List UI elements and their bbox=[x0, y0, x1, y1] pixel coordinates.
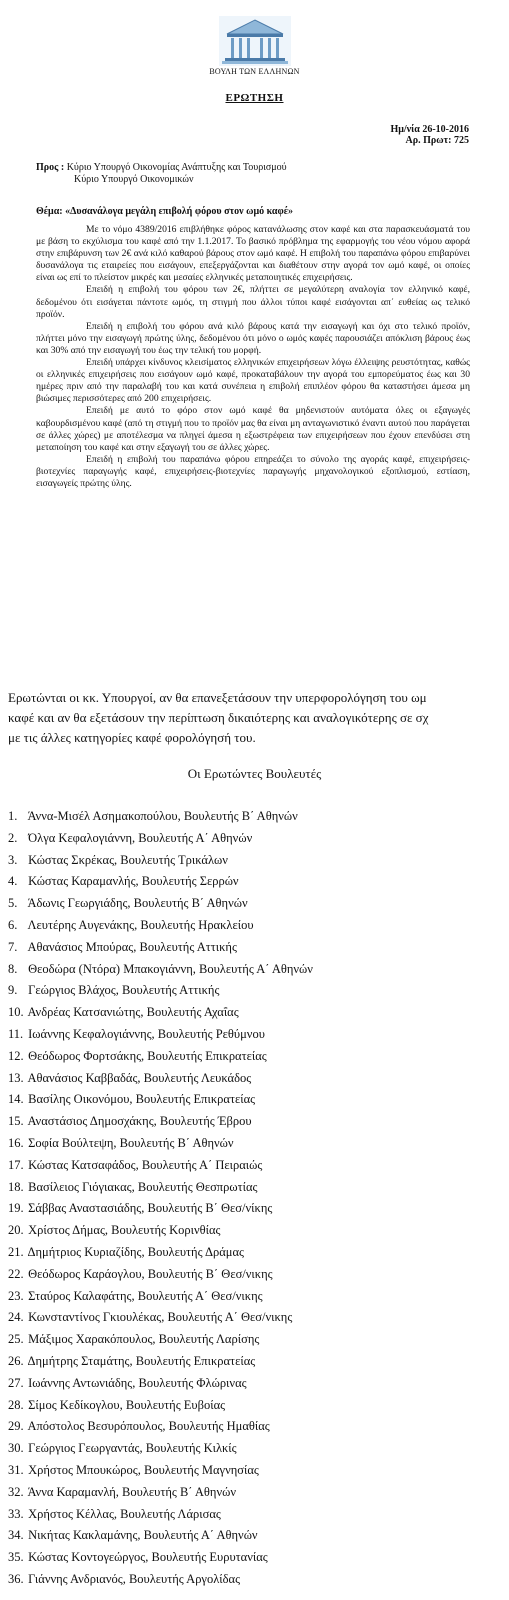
signer-number: 30. bbox=[8, 1441, 24, 1456]
signer-name: Σταύρος Καλαφάτης, Βουλευτής Α΄ Θεσ/νικης bbox=[28, 1288, 263, 1303]
question-line: Ερωτώνται οι κκ. Υπουργοί, αν θα επανεξετάσουν την υπερφορολόγηση του ωμ bbox=[8, 690, 427, 705]
parliament-building-icon bbox=[219, 16, 291, 66]
signer-item bbox=[8, 1482, 313, 1504]
signer-item bbox=[8, 1569, 313, 1591]
signer-number: 14. bbox=[8, 1092, 24, 1107]
signer-name: Κώστας Σκρέκας, Βουλευτής Τρικάλων bbox=[28, 852, 228, 867]
signer-number: 13. bbox=[8, 1070, 24, 1085]
signer-name: Σοφία Βούλτεψη, Βουλευτής Β΄ Αθηνών bbox=[28, 1135, 234, 1150]
body-paragraph: Επειδή η επιβολή του φόρου ανά κιλό βάρους κατά την εισαγωγή και όχι στο τελικό προϊόν, πλήττει μόνο την εισαγωγή πρώτης ύλης, δεδομένου ότι μόνο ο ωμός καφές παρουσιάζει απόκλιση βάρους έως και 30% από την εισαγωγή του έως την τελική του μορφή. bbox=[36, 320, 470, 356]
signer-item bbox=[8, 1155, 313, 1177]
signer-name: Δημήτρης Σταμάτης, Βουλευτής Επικρατείας bbox=[27, 1353, 256, 1368]
signer-item bbox=[8, 1242, 313, 1264]
signer-number: 7. bbox=[8, 939, 18, 954]
signers-list bbox=[8, 806, 313, 1591]
signer-item bbox=[8, 1416, 313, 1438]
signer-number: 35. bbox=[8, 1550, 24, 1565]
signer-name: Όλγα Κεφαλογιάννη, Βουλευτής Α΄ Αθηνών bbox=[28, 830, 253, 845]
signer-item bbox=[8, 1198, 313, 1220]
signer-number: 24. bbox=[8, 1310, 24, 1325]
body-paragraph: Επειδή η επιβολή του φόρου των 2€, πλήττει σε μεγαλύτερη αναλογία τον ελληνικό καφέ, δεδομένου ότι εισάγεται πάντοτε ωμός, τη στιγμή που άλλοι τύποι καφέ εισάγονται απ΄ ευθείας ως τελικό προϊόν. bbox=[36, 284, 470, 320]
signer-name: Βασίλης Οικονόμου, Βουλευτής Επικρατείας bbox=[28, 1092, 256, 1107]
signer-item bbox=[8, 1329, 313, 1351]
signer-number: 32. bbox=[8, 1484, 24, 1499]
signer-item bbox=[8, 850, 313, 872]
signer-number: 16. bbox=[8, 1135, 24, 1150]
signer-name: Κωνσταντίνος Γκιουλέκας, Βουλευτής Α΄ Θεσ/νικης bbox=[28, 1310, 293, 1325]
signer-number: 9. bbox=[8, 983, 18, 998]
signer-number: 22. bbox=[8, 1266, 24, 1281]
signer-number: 18. bbox=[8, 1179, 24, 1194]
question-body bbox=[36, 224, 470, 490]
signer-name: Λευτέρης Αυγενάκης, Βουλευτής Ηρακλείου bbox=[27, 917, 254, 932]
signer-name: Αναστάσιος Δημοσχάκης, Βουλευτής Έβρου bbox=[27, 1114, 252, 1129]
signer-item bbox=[8, 1351, 313, 1373]
signer-number: 27. bbox=[8, 1375, 24, 1390]
signer-item bbox=[8, 1547, 313, 1569]
signer-number: 34. bbox=[8, 1528, 24, 1543]
signer-name: Μάξιμος Χαρακόπουλος, Βουλευτής Λαρίσης bbox=[28, 1332, 260, 1347]
question-line: καφέ και αν θα εξετάσουν την περίπτωση δικαιότερης και αναλογικότερης σε σχ bbox=[8, 710, 429, 725]
signer-number: 5. bbox=[8, 896, 18, 911]
signer-number: 4. bbox=[8, 874, 18, 889]
signer-number: 12. bbox=[8, 1048, 24, 1063]
signer-number: 28. bbox=[8, 1397, 24, 1412]
signer-item bbox=[8, 1525, 313, 1547]
signer-item bbox=[8, 1504, 313, 1526]
date-line: Ημ/νία 26-10-2016 bbox=[390, 124, 469, 135]
signer-number: 8. bbox=[8, 961, 18, 976]
signer-name: Ιωάννης Αντωνιάδης, Βουλευτής Φλώρινας bbox=[28, 1375, 247, 1390]
signer-number: 23. bbox=[8, 1288, 24, 1303]
signer-name: Άννα Καραμανλή, Βουλευτής Β΄ Αθηνών bbox=[27, 1484, 236, 1499]
signer-name: Δημήτριος Κυριαζίδης, Βουλευτής Δράμας bbox=[27, 1244, 244, 1259]
signer-number: 2. bbox=[8, 830, 18, 845]
signer-name: Χρήστος Κέλλας, Βουλευτής Λάρισας bbox=[28, 1506, 221, 1521]
signer-name: Ανδρέας Κατσανιώτης, Βουλευτής Αχαΐας bbox=[27, 1005, 239, 1020]
signer-number: 31. bbox=[8, 1462, 24, 1477]
signer-item bbox=[8, 828, 313, 850]
signer-number: 10. bbox=[8, 1005, 24, 1020]
signer-item bbox=[8, 1460, 313, 1482]
signer-number: 20. bbox=[8, 1223, 24, 1238]
question-line: με τις άλλες κατηγορίες καφέ φορολόγησή του. bbox=[8, 730, 256, 745]
signer-number: 15. bbox=[8, 1114, 24, 1129]
signer-name: Χρίστος Δήμας, Βουλευτής Κορινθίας bbox=[28, 1223, 221, 1238]
signer-name: Κώστας Κατσαφάδος, Βουλευτής Α΄ Πειραιώς bbox=[28, 1157, 263, 1172]
subject-line: Θέμα: «Δυσανάλογα μεγάλη επιβολή φόρου στον ωμό καφέ» bbox=[36, 206, 293, 217]
question-text bbox=[8, 688, 509, 748]
signer-item bbox=[8, 1438, 313, 1460]
signer-name: Αθανάσιος Καββαδάς, Βουλευτής Λευκάδος bbox=[27, 1070, 252, 1085]
signer-item bbox=[8, 1395, 313, 1417]
signer-number: 25. bbox=[8, 1332, 24, 1347]
recipients-label: Προς : bbox=[36, 162, 65, 173]
signer-item bbox=[8, 871, 313, 893]
signer-name: Ιωάννης Κεφαλογιάννης, Βουλευτής Ρεθύμνου bbox=[28, 1026, 265, 1041]
body-paragraph: Επειδή με αυτό το φόρο στον ωμό καφέ θα μηδενιστούν αυτόματα όλες οι εξαγωγές καβουρδισμένου καφέ (από τη στιγμή που το προϊόν μας θα είναι μη ανταγωνιστικό έναντι αυτού που παράγεται σε άλλες χώρες) με αποτέλεσμα να πληγεί άμεσα η εξωστρέφεια των επιχειρήσεων που έχουν επενδύσει στη μεταποίηση του καφέ και στην εξαγωγή του σε άλλες χώρες. bbox=[36, 405, 471, 453]
signer-item bbox=[8, 893, 313, 915]
signer-number: 33. bbox=[8, 1506, 24, 1521]
signer-name: Κώστας Κοντογεώργος, Βουλευτής Ευρυτανίας bbox=[28, 1550, 268, 1565]
signer-item bbox=[8, 1307, 313, 1329]
signer-item bbox=[8, 1024, 313, 1046]
signer-number: 26. bbox=[8, 1353, 24, 1368]
signer-item bbox=[8, 1133, 313, 1155]
document-type: ΕΡΩΤΗΣΗ bbox=[225, 92, 284, 104]
signer-item bbox=[8, 1046, 313, 1068]
signer-item bbox=[8, 1286, 313, 1308]
signer-name: Γεώργιος Βλάχος, Βουλευτής Αττικής bbox=[28, 983, 220, 998]
signer-number: 29. bbox=[8, 1419, 24, 1434]
signer-number: 17. bbox=[8, 1157, 24, 1172]
signer-name: Άδωνις Γεωργιάδης, Βουλευτής Β΄ Αθηνών bbox=[27, 896, 248, 911]
body-paragraph: Επειδή η επιβολή του παραπάνω φόρου επηρεάζει το σύνολο της αγοράς καφέ, επιχειρήσεις-βιοτεχνίες παραγωγής καφέ, επιχειρήσεις-βιοτεχνίες παραγωγής μηχανολογικού εξοπλισμού, εστίαση, εισαγωγείς πρώτης ύλης. bbox=[36, 453, 470, 489]
signer-number: 36. bbox=[8, 1571, 24, 1586]
signer-number: 6. bbox=[8, 917, 18, 932]
signer-name: Βασίλειος Γιόγιακας, Βουλευτής Θεσπρωτίας bbox=[28, 1179, 258, 1194]
signer-number: 19. bbox=[8, 1201, 24, 1216]
signer-item bbox=[8, 1002, 313, 1024]
signer-name: Γεώργιος Γεωργαντάς, Βουλευτής Κιλκίς bbox=[28, 1441, 237, 1456]
signer-item bbox=[8, 1373, 313, 1395]
recipient-line: Κύριο Υπουργό Οικονομίας Ανάπτυξης και Τουρισμού bbox=[66, 162, 287, 173]
body-paragraph: Με το νόμο 4389/2016 επιβλήθηκε φόρος κατανάλωσης στον καφέ και στα παρασκευάσματά του με βάση το εκχύλισμα του καφέ από την 1.1.2017. Το βασικό πρόβλημα της εφαρμογής του νέου νόμου αφορά στην επιβάρυνση των 2€ ανά κιλό καθαρού βάρους στον ωμό καφέ. Η επιβολή του παραπάνω φόρου επιβαρύνει δυσανάλογα τις εταιρείες που εισάγουν, επεξεργάζονται και διαθέτουν στην αγορά τον ωμό καφέ, οι οποίες είναι ως επί το πλείστον μικρές και μεσαίες ελληνικές μεταποιητικές επιχειρήσεις. bbox=[36, 224, 470, 284]
document-title bbox=[0, 92, 509, 104]
signer-name: Θεόδωρος Καράογλου, Βουλευτής Β΄ Θεσ/νικης bbox=[28, 1266, 273, 1281]
signer-item bbox=[8, 1111, 313, 1133]
signer-name: Σίμος Κεδίκογλου, Βουλευτής Ευβοίας bbox=[28, 1397, 226, 1412]
signer-item bbox=[8, 1089, 313, 1111]
signer-item bbox=[8, 806, 313, 828]
signer-item bbox=[8, 980, 313, 1002]
signer-name: Κώστας Καραμανλής, Βουλευτής Σερρών bbox=[28, 874, 239, 889]
signer-item bbox=[8, 959, 313, 981]
signer-number: 1. bbox=[8, 809, 18, 823]
signer-name: Θεόδωρος Φορτσάκης, Βουλευτής Επικρατείας bbox=[28, 1048, 267, 1063]
signer-item bbox=[8, 1068, 313, 1090]
signer-number: 21. bbox=[8, 1244, 24, 1259]
signer-name: Γιάννης Ανδριανός, Βουλευτής Αργολίδας bbox=[28, 1571, 241, 1586]
signer-name: Σάββας Αναστασιάδης, Βουλευτής Β΄ Θεσ/νίκης bbox=[28, 1201, 273, 1216]
signers-heading: Οι Ερωτώντες Βουλευτές bbox=[187, 766, 322, 781]
body-paragraph: Επειδή υπάρχει κίνδυνος κλεισίματος ελληνικών επιχειρήσεων λόγω έλλειψης ρευστότητας, καθώς οι ελληνικές επιχειρήσεις που εισάγουν ωμό καφέ, προκαταβάλουν την αγορά του εμπορεύματος έως και 30 ημέρες πριν από την παραλαβή του και κατά συνέπεια η επιβολή επιπλέον φόρου θα καταστήσει άμεσα μη βιώσιμες περισσότερες από 200 επιχειρήσεις. bbox=[36, 357, 470, 405]
signer-number: 3. bbox=[8, 852, 18, 867]
signer-number: 11. bbox=[8, 1026, 24, 1041]
signer-name: Άννα-Μισέλ Ασημακοπούλου, Βουλευτής Β΄ Αθηνών bbox=[27, 809, 298, 823]
signer-item bbox=[8, 1220, 313, 1242]
document-meta bbox=[390, 124, 469, 146]
signer-item bbox=[8, 1264, 313, 1286]
recipients bbox=[36, 162, 287, 186]
protocol-number: Αρ. Πρωτ: 725 bbox=[405, 135, 469, 146]
signer-name: Χρήστος Μπουκώρος, Βουλευτής Μαγνησίας bbox=[28, 1462, 259, 1477]
signer-item bbox=[8, 937, 313, 959]
signer-name: Νικήτας Κακλαμάνης, Βουλευτής Α΄ Αθηνών bbox=[28, 1528, 258, 1543]
signer-name: Αθανάσιος Μπούρας, Βουλευτής Αττικής bbox=[27, 939, 237, 954]
signer-name: Θεοδώρα (Ντόρα) Μπακογιάννη, Βουλευτής Α΄ Αθηνών bbox=[28, 961, 313, 976]
organization-name: ΒΟΥΛΗ ΤΩΝ ΕΛΛΗΝΩΝ bbox=[209, 67, 300, 76]
signer-item bbox=[8, 915, 313, 937]
signer-name: Απόστολος Βεσυρόπουλος, Βουλευτής Ημαθίας bbox=[27, 1419, 270, 1434]
recipient-line: Κύριο Υπουργό Οικονομικών bbox=[74, 174, 194, 185]
signer-item bbox=[8, 1177, 313, 1199]
